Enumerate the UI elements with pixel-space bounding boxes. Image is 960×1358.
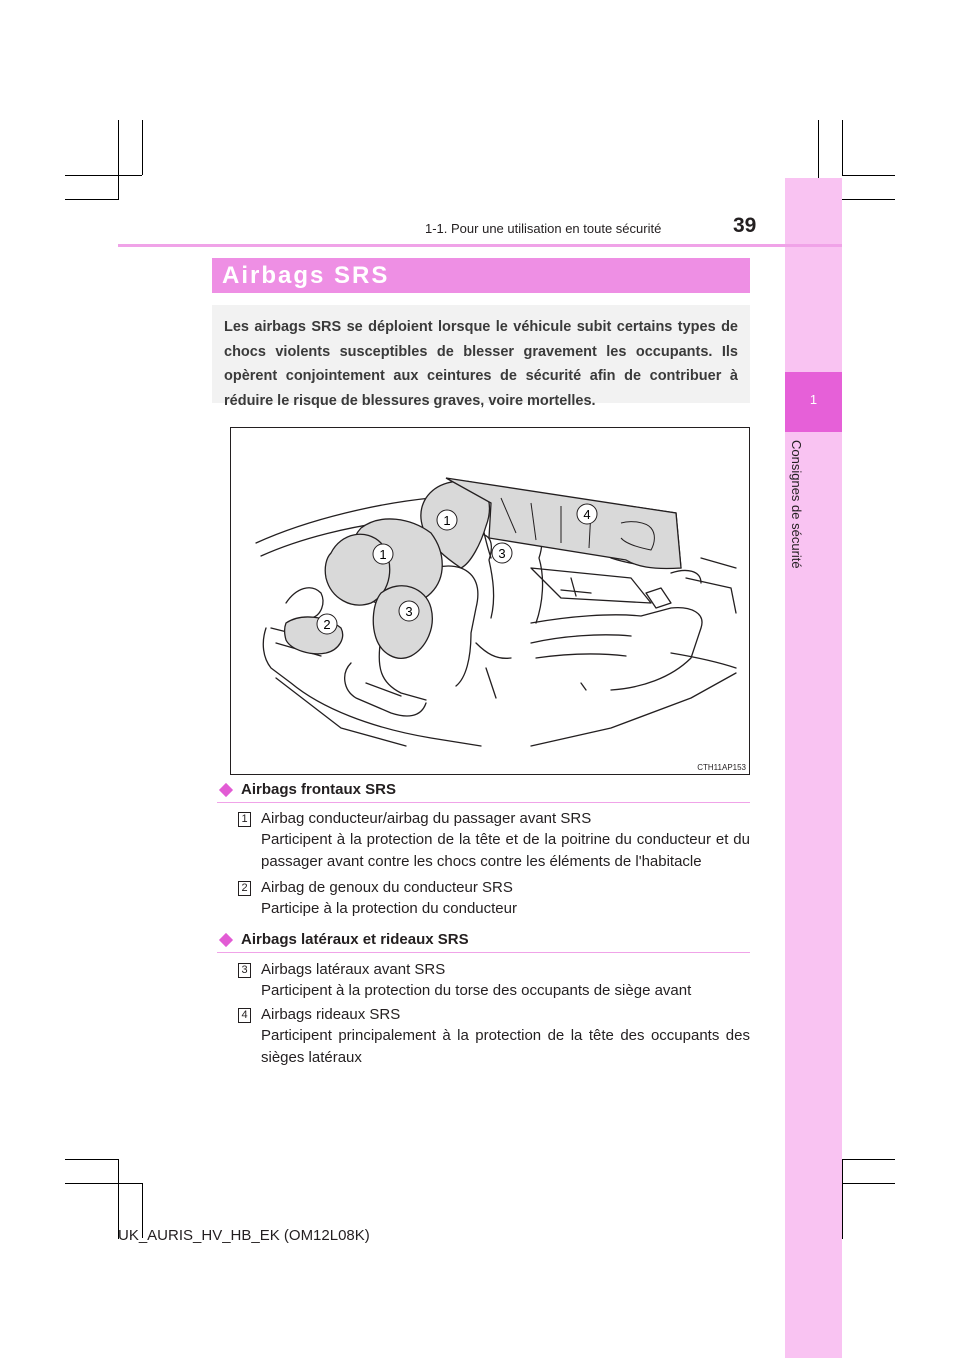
item-number: 4 — [238, 1008, 251, 1023]
crop-mark — [842, 1159, 895, 1160]
item-number: 2 — [238, 881, 251, 896]
crop-mark — [65, 1183, 142, 1184]
page-title: Airbags SRS — [212, 258, 750, 293]
crop-mark — [65, 199, 118, 200]
figure-callout: 1 — [443, 513, 451, 528]
section-heading-text: Airbags latéraux et rideaux SRS — [241, 931, 469, 948]
item-number: 3 — [238, 963, 251, 978]
airbag-illustration — [230, 427, 750, 775]
intro-text: Les airbags SRS se déploient lorsque le véhicule subit certains types de chocs violents susceptibles de blesser gravement les occupants. Ils opèrent conjointement aux ceintures de sécurité afin de contribuer à réduire le risque de blessures graves, voire mortelles. — [212, 305, 750, 403]
crop-mark — [842, 175, 895, 176]
item-title: Airbags rideaux SRS — [261, 1006, 401, 1023]
section-heading — [217, 781, 396, 798]
crop-mark — [842, 120, 843, 175]
figure-callout: 1 — [379, 547, 387, 562]
chapter-side-tab — [785, 178, 842, 1358]
section-rule — [217, 952, 750, 953]
item-title: Airbags latéraux avant SRS — [261, 961, 446, 978]
figure-code: CTH11AP153 — [697, 763, 746, 772]
item-description: Participent à la protection de la tête et de la poitrine du conducteur et du passager avant contre les chocs contre les éléments de l'habitacle — [261, 831, 750, 870]
section-heading — [217, 931, 469, 948]
item-description: Participe à la protection du conducteur — [261, 900, 517, 917]
chapter-number: 1 — [809, 392, 818, 407]
figure-callout: 3 — [405, 604, 413, 619]
item-number: 1 — [238, 812, 251, 827]
page-number: 39 — [733, 214, 757, 237]
header-rule — [118, 244, 842, 247]
crop-mark — [118, 120, 119, 200]
crop-mark — [65, 175, 142, 176]
section-rule — [217, 802, 750, 803]
figure-callout: 3 — [498, 546, 506, 561]
figure-callout: 2 — [323, 617, 331, 632]
list-item — [238, 809, 750, 873]
crop-mark — [65, 1159, 118, 1160]
list-item — [238, 960, 750, 1002]
header-section-title: 1-1. Pour une utilisation en toute sécurité — [425, 221, 662, 236]
chapter-title: Consignes de sécurité — [789, 440, 804, 569]
diamond-bullet-icon — [219, 782, 233, 796]
figure-callout: 4 — [583, 507, 591, 522]
list-item — [238, 1005, 750, 1069]
list-item — [238, 878, 750, 920]
crop-mark — [142, 120, 143, 175]
item-description: Participent principalement à la protection de la tête des occupants des sièges latéraux — [261, 1027, 750, 1066]
item-description: Participent à la protection du torse des occupants de siège avant — [261, 982, 692, 999]
footer-document-code: UK_AURIS_HV_HB_EK (OM12L08K) — [118, 1227, 370, 1244]
crop-mark — [842, 1159, 843, 1239]
section-heading-text: Airbags frontaux SRS — [241, 781, 397, 798]
item-title: Airbag conducteur/airbag du passager avant SRS — [261, 810, 592, 827]
diamond-bullet-icon — [219, 932, 233, 946]
item-title: Airbag de genoux du conducteur SRS — [261, 879, 513, 896]
car-interior-drawing — [231, 428, 749, 774]
